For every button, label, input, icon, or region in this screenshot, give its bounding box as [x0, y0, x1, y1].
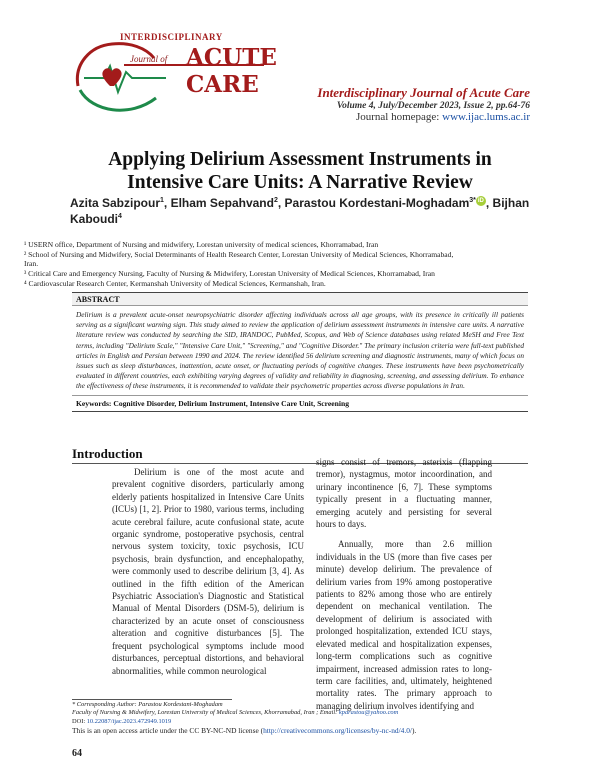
intro-paragraph-2: signs consist of tremors, asterixis (flapping tremor), nystagmus, motor incoordination, and urinary incontinence [6, 7]. These symptoms typically present in a fluctuating manner, emerging acutely and persisting for several hours to days. [316, 457, 492, 530]
author-3: , Parastou Kordestani-Moghadam [277, 196, 470, 210]
affiliation-4: ⁴ Cardiovascular Research Center, Kermanshah University of Medical Sciences, Kermanshah, Iran. [24, 278, 326, 288]
email-link[interactable]: kparastou@yahoo.com [338, 709, 399, 717]
address-text: Faculty of Nursing & Midwifery, Lorestan University of Medical Sciences, Khorramabad, Iran ; Email: [72, 709, 339, 717]
footnote [72, 701, 532, 726]
author-list [70, 196, 530, 227]
doi-label: DOI: [72, 717, 87, 725]
orcid-icon[interactable]: iD [477, 198, 484, 204]
journal-header [210, 86, 530, 123]
page-number: 64 [72, 748, 82, 759]
article-title [70, 148, 530, 195]
affiliation-2: ² School of Nursing and Midwifery, Social Determinants of Health Research Center, Lorestan University of Medical Sciences, Khorramabad, [24, 249, 454, 259]
abstract-box [72, 292, 528, 412]
journal-name: Interdisciplinary Journal of Acute Care [317, 85, 530, 100]
intro-paragraph-3: Annually, more than 2.6 million individuals in the US (more than five cases per minute) develop delirium. The prevalence of delirium varies from 19% among postoperative patients to 82% among those who are entirely dependent on mechanical ventilation. The development of delirium is associated with prolonged hospitalization, extended ICU stays, elevated medical and hospitalization expenses, long-term complications such as cognitive impairment, increased admission rates to long-term care facilities, and, ultimately, heightened mortality rates. The primary approach to managing delirium involves identifying and [316, 539, 492, 711]
introduction-heading: Introduction [72, 446, 143, 461]
author-address [72, 709, 532, 717]
homepage-link[interactable]: www.ijac.lums.ac.ir [442, 111, 530, 124]
intro-right-column [316, 456, 492, 712]
license-prefix: This is an open access article under the CC BY-NC-ND license ( [72, 726, 264, 735]
abstract-text: Delirium is a prevalent acute-onset neuropsychiatric disorder affecting individuals across all age groups, with its presence in critically ill patients serving as a significant warning sign. This study aimed to review the application of delirium assessment instruments in intensive care units. A narrative literature review was conducted by searching the SID, IRANDOC, PubMed, Scopus, and Web of Science databases using related MeSH and Free Text terms, including "Delirium Scale," "Intensive Care Unit," "Screening," and "Cognitive Disorder." The primary inclusion criteria were full-text published articles in English and Persian between 1990 and 2024. The review identified 56 delirium screening and diagnostic instruments, many of which focus on issues such as sleep disturbances, inattention, acute onset, or fluctuating periods of cognitive changes. These instruments have been psychometrically evaluated in different countries, each exhibiting varying degrees of validity and reliability in diagnosing, screening, and assessing delirium. To enhance the effectiveness of these instruments, it is recommended to validate their psychometric properties across diverse populations in Iran. [76, 310, 524, 391]
keywords: Keywords: Cognitive Disorder, Delirium Instrument, Intensive Care Unit, Screening [72, 395, 528, 411]
journal-volume: Volume 4, July/December 2023, Issue 2, pp.64-76 [336, 100, 530, 111]
author-2: , Elham Sepahvand [163, 196, 274, 210]
abstract-heading: ABSTRACT [72, 293, 528, 306]
affiliation-3: ³ Critical Care and Emergency Nursing, Faculty of Nursing & Midwifery, Lorestan University of Medical Sciences, Khorramabad, Iran [24, 269, 435, 279]
license-line [72, 726, 542, 735]
affiliation-2-cont: Iran. [24, 259, 39, 269]
author-2-sup: 2 [273, 197, 278, 204]
author-3-sup: 3* [469, 197, 476, 204]
author-1-sup: 1 [160, 197, 164, 204]
corresponding-author: * Corresponding Author: Parastou Kordestani-Moghadam [72, 701, 223, 708]
author-1: Azita Sabzipour [70, 196, 161, 210]
affiliation-1: ¹ USERN office, Department of Nursing and midwifery, Lorestan university of medical sciences, Khorramabad, Iran [24, 240, 379, 249]
homepage-label: Journal homepage: [355, 111, 443, 124]
title-line-2: Intensive Care Units: A Narrative Review [127, 172, 473, 194]
author-4-sup: 4 [118, 212, 122, 220]
license-suffix: ). [411, 726, 417, 735]
author-4: , Bijhan Kaboudi [70, 196, 530, 226]
intro-paragraph-1: Delirium is one of the most acute and prevalent cognitive disorders, particularly among elderly patients hospitalized in Intensive Care Units (ICUs) [1, 2]. Prior to 1980, various terms, including acute cerebral failure, acute confusional state, acute organic syndrome, postoperative psychosis, central nervous system toxicity, toxic psychosis, ICU psychosis, brain dysfunction, and encephalopathy, were commonly used to describe delirium [3, 4]. As outlined in the fifth edition of the American Psychiatric Association's Diagnostic and Statistical Manual of Mental Disorders (DSM-5), delirium is characterized by an acute onset of consciousness alteration and cognitive disturbances [5]. The frequent psychological symptoms include mood disturbances, perceptual distortions, and behavioral abnormalities, while common neurological [112, 467, 304, 676]
license-link[interactable]: http://creativecommons.org/licenses/by-nc-nd/4.0/ [263, 726, 412, 735]
affiliations [24, 240, 580, 289]
footnote-divider [72, 699, 232, 700]
logo-acute-care-text: ACUTE CARE [186, 44, 277, 98]
logo-journal-of-text: Journal of [130, 54, 168, 64]
journal-homepage [210, 111, 530, 123]
title-line-1: Applying Delirium Assessment Instruments in [108, 149, 492, 170]
doi-link[interactable]: 10.22087/ijac.2023.472949.1019 [86, 717, 172, 725]
intro-left-column [112, 466, 304, 677]
logo-interdisciplinary-text: INTERDISCIPLINARY [120, 32, 223, 42]
